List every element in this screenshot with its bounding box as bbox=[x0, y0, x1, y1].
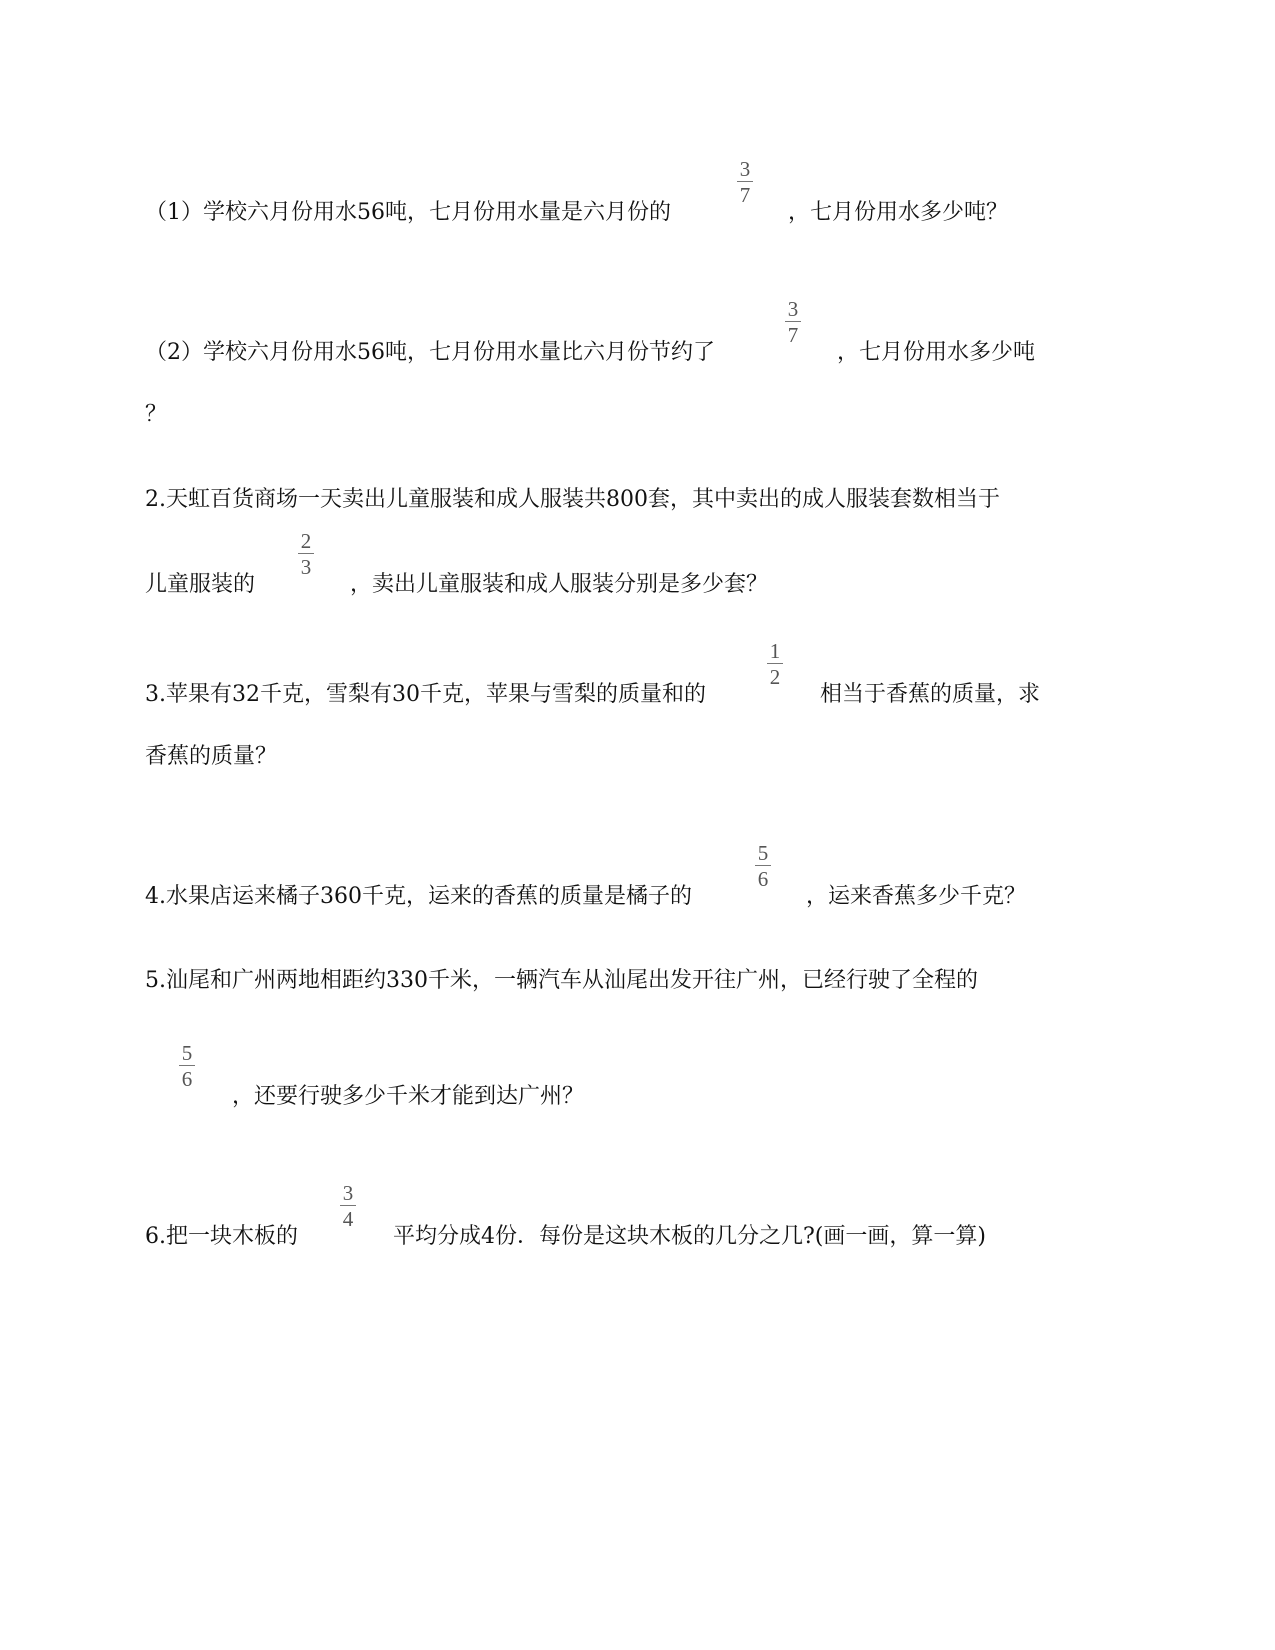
fraction-1-2 bbox=[765, 640, 785, 688]
fraction-denominator: 6 bbox=[757, 867, 769, 891]
problem-6-text-before: 6.把一块木板的 bbox=[145, 1224, 298, 1249]
problem-4-text-after: ，运来香蕉多少千克？ bbox=[806, 884, 1027, 909]
fraction-denominator: 6 bbox=[181, 1067, 193, 1091]
problem-1a-text-before: （1）学校六月份用水56吨，七月份用水量是六月份的 bbox=[145, 200, 671, 225]
fraction-numerator: 2 bbox=[300, 529, 312, 553]
problem-5-text-line1: 5.汕尾和广州两地相距约330千米，一辆汽车从汕尾出发开往广州，已经行驶了全程的 bbox=[145, 968, 978, 993]
fraction-bar bbox=[755, 865, 771, 866]
fraction-bar bbox=[785, 321, 801, 322]
fraction-numerator: 3 bbox=[787, 297, 799, 321]
fraction-bar bbox=[767, 663, 783, 664]
fraction-numerator: 5 bbox=[757, 841, 769, 865]
fraction-denominator: 4 bbox=[342, 1207, 354, 1231]
fraction-numerator: 3 bbox=[739, 157, 751, 181]
fraction-denominator: 2 bbox=[769, 665, 781, 689]
fraction-denominator: 3 bbox=[300, 555, 312, 579]
fraction-3-4 bbox=[338, 1182, 358, 1230]
fraction-2-3 bbox=[296, 530, 316, 578]
fraction-bar bbox=[179, 1065, 195, 1066]
problem-6-text-after: 平均分成4份．每份是这块木板的几分之几?(画一画，算一算) bbox=[393, 1224, 986, 1249]
problem-1b-text-before: （2）学校六月份用水56吨，七月份用水量比六月份节约了 bbox=[145, 340, 715, 365]
fraction-numerator: 3 bbox=[342, 1181, 354, 1205]
problem-1b-text-after: ，七月份用水多少吨 bbox=[837, 340, 1036, 365]
fraction-5-6 bbox=[177, 1042, 197, 1090]
fraction-numerator: 5 bbox=[181, 1041, 193, 1065]
problem-3-text-cont: 香蕉的质量？ bbox=[145, 744, 278, 769]
problem-5-text-after: ，还要行驶多少千米才能到达广州？ bbox=[232, 1084, 585, 1109]
fraction-bar bbox=[737, 181, 753, 182]
problem-2-text-line1: 2.天虹百货商场一天卖出儿童服装和成人服装共800套，其中卖出的成人服装套数相当于 bbox=[145, 487, 1000, 512]
problem-2-text-after: ，卖出儿童服装和成人服装分别是多少套？ bbox=[350, 572, 769, 597]
fraction-bar bbox=[340, 1205, 356, 1206]
problem-4-text-before: 4.水果店运来橘子360千克，运来的香蕉的质量是橘子的 bbox=[145, 884, 692, 909]
fraction-bar bbox=[298, 553, 314, 554]
fraction-denominator: 7 bbox=[739, 183, 751, 207]
fraction-5-6 bbox=[753, 842, 773, 890]
fraction-3-7 bbox=[783, 298, 803, 346]
problem-1b-text-cont: ？ bbox=[145, 402, 168, 427]
fraction-denominator: 7 bbox=[787, 323, 799, 347]
problem-3-text-after: 相当于香蕉的质量，求 bbox=[820, 682, 1041, 707]
fraction-numerator: 1 bbox=[769, 639, 781, 663]
problem-1a-text-after: ，七月份用水多少吨？ bbox=[788, 200, 1009, 225]
fraction-3-7 bbox=[735, 158, 755, 206]
problem-2-text-before: 儿童服装的 bbox=[145, 572, 256, 597]
problem-3-text-before: 3.苹果有32千克，雪梨有30千克，苹果与雪梨的质量和的 bbox=[145, 682, 706, 707]
